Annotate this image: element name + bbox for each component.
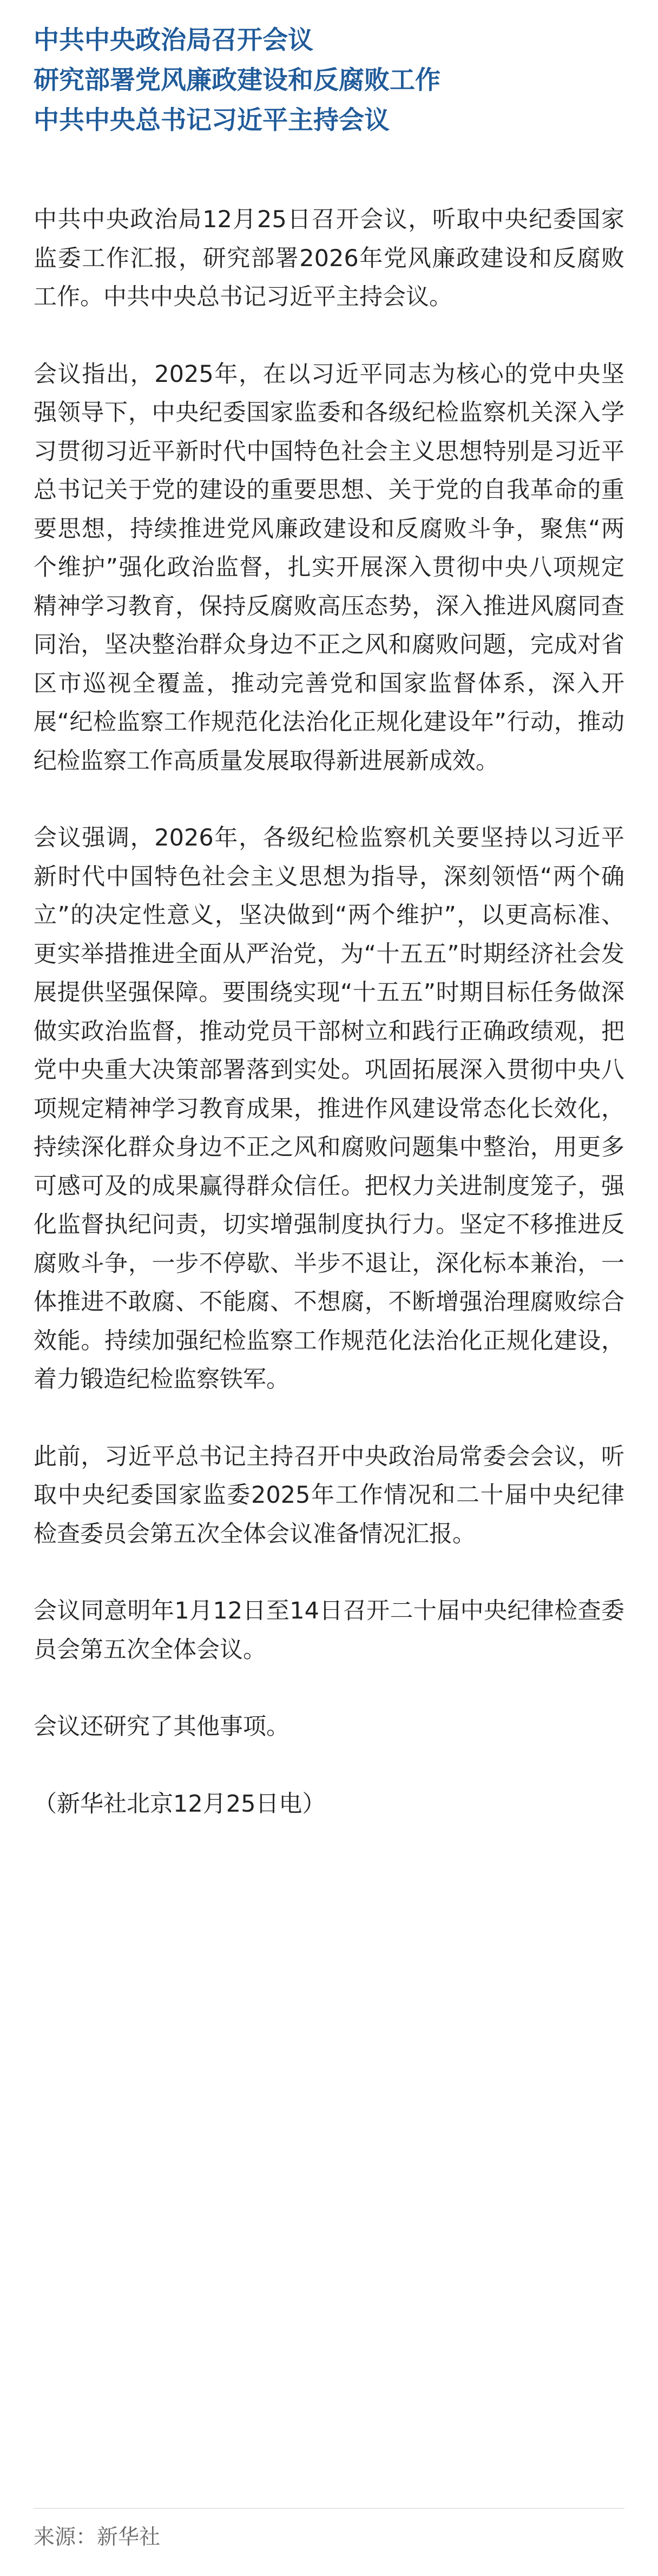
divider <box>34 2508 624 2509</box>
headline-line-1: 中共中央政治局召开会议 <box>34 25 313 55</box>
paragraph-plenary-session: 会议同意明年1月12日至14日召开二十届中央纪律检查委员会第五次全体会议。 <box>34 1597 624 1663</box>
paragraph-other-matters: 会议还研究了其他事项。 <box>34 1713 289 1740</box>
paragraph-meeting-points-2025: 会议指出，2025年，在以习近平同志为核心的党中央坚强领导下，中央纪委国家监委和各级纪检监察机关深入学习贯彻习近平新时代中国特色社会主义思想特别是习近平总书记关于党的建设的重要思想、关于党的自我革命的重要思想，持续推进党风廉政建设和反腐败斗争，聚焦“两个维护”强化政治监督，扎实开展深入贯彻中央八项规定精神学习教育，保持反腐败高压态势，深入推进风腐同查同治，坚决整治群众身边不正之风和腐败问题，完成对省区市巡视全覆盖，推动完善党和国家监督体系，深入开展“纪检监察工作规范化法治化正规化建设年”行动，推动纪检监察工作高质量发展取得新进展新成效。 <box>34 360 624 775</box>
paragraph-standing-committee: 此前，习近平总书记主持召开中央政治局常委会会议，听取中央纪委国家监委2025年工作情况和二十届中央纪律检查委员会第五次全体会议准备情况汇报。 <box>34 1443 624 1548</box>
source-label: 来源：新华社 <box>34 2525 161 2549</box>
paragraph-dateline: （新华社北京12月25日电） <box>34 1790 326 1818</box>
paragraph-meeting-emphasis-2026: 会议强调，2026年，各级纪检监察机关要坚持以习近平新时代中国特色社会主义思想为指导，深刻领悟“两个确立”的决定性意义，坚决做到“两个维护”，以更高标准、更实举措推进全面从严治党，为“十五五”时期经济社会发展提供坚强保障。要围绕实现“十五五”时期目标任务做深做实政治监督，推动党员干部树立和践行正确政绩观，把党中央重大决策部署落到实处。巩固拓展深入贯彻中央八项规定精神学习教育成果，推进作风建设常态化长效化，持续深化群众身边不正之风和腐败问题集中整治，用更多可感可及的成果赢得群众信任。把权力关进制度笼子，强化监督执纪问责，切实增强制度执行力。坚定不移推进反腐败斗争，一步不停歇、半步不退让，深化标本兼治，一体推进不敢腐、不能腐、不想腐，不断增强治理腐败综合效能。持续加强纪检监察工作规范化法治化正规化建设，着力锻造纪检监察铁军。 <box>34 824 624 1393</box>
paragraph-meeting-summary: 中共中央政治局12月25日召开会议，听取中央纪委国家监委工作汇报，研究部署2026年党风廉政建设和反腐败工作。中共中央总书记习近平主持会议。 <box>34 206 624 311</box>
article <box>34 21 624 1824</box>
headline-line-2: 研究部署党风廉政建设和反腐败工作 <box>34 65 440 95</box>
headline <box>34 21 624 141</box>
headline-line-3: 中共中央总书记习近平主持会议 <box>34 105 390 135</box>
